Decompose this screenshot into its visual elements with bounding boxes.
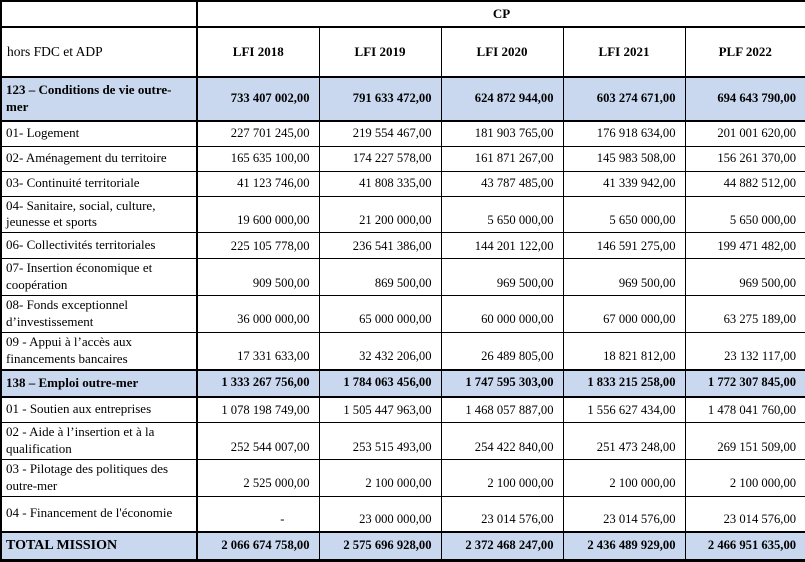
value-cell: 146 591 275,00 xyxy=(563,233,685,259)
row-label: 04- Sanitaire, social, culture, jeunesse et sports xyxy=(1,196,197,233)
value-cell: 156 261 370,00 xyxy=(685,146,805,171)
table-row-appui-financements xyxy=(1,332,805,369)
value-cell: 23 014 576,00 xyxy=(563,496,685,532)
value-cell: 36 000 000,00 xyxy=(197,296,319,333)
group-header-cp: CP xyxy=(197,1,805,27)
value-cell: 23 014 576,00 xyxy=(441,496,563,532)
value-cell: 252 544 007,00 xyxy=(197,423,319,460)
value-cell: 32 432 206,00 xyxy=(319,332,441,369)
value-cell: 1 333 267 756,00 xyxy=(197,370,319,397)
value-cell: 2 466 951 635,00 xyxy=(685,532,805,560)
value-cell: 2 575 696 928,00 xyxy=(319,532,441,560)
value-cell: 969 500,00 xyxy=(685,259,805,296)
value-cell: 17 331 633,00 xyxy=(197,332,319,369)
table-row-continuite xyxy=(1,171,805,196)
value-cell: 2 066 674 758,00 xyxy=(197,532,319,560)
value-cell: 41 808 335,00 xyxy=(319,171,441,196)
row-label: 138 – Emploi outre-mer xyxy=(1,370,197,397)
value-cell: 144 201 122,00 xyxy=(441,233,563,259)
value-cell: 41 339 942,00 xyxy=(563,171,685,196)
value-cell: 2 100 000,00 xyxy=(685,459,805,496)
value-cell: 23 000 000,00 xyxy=(319,496,441,532)
column-header-lfi-2018: LFI 2018 xyxy=(197,27,319,77)
section-row-138 xyxy=(1,370,805,397)
value-cell: 5 650 000,00 xyxy=(441,196,563,233)
column-header-plf-2022: PLF 2022 xyxy=(685,27,805,77)
column-header-lfi-2019: LFI 2019 xyxy=(319,27,441,77)
value-cell: 176 918 634,00 xyxy=(563,121,685,146)
value-cell: 253 515 493,00 xyxy=(319,423,441,460)
row-label: 09 - Appui à l’accès aux financements bancaires xyxy=(1,332,197,369)
row-label: 08- Fonds exceptionnel d’investissement xyxy=(1,296,197,333)
value-cell: 254 422 840,00 xyxy=(441,423,563,460)
value-cell: 63 275 189,00 xyxy=(685,296,805,333)
total-row xyxy=(1,532,805,560)
value-cell: 251 473 248,00 xyxy=(563,423,685,460)
row-label: 123 – Conditions de vie outre-mer xyxy=(1,77,197,121)
value-cell: 1 505 447 963,00 xyxy=(319,397,441,423)
value-cell: 2 372 468 247,00 xyxy=(441,532,563,560)
value-cell: 21 200 000,00 xyxy=(319,196,441,233)
table-row-soutien-entreprises xyxy=(1,397,805,423)
value-cell: 44 882 512,00 xyxy=(685,171,805,196)
value-cell: 41 123 746,00 xyxy=(197,171,319,196)
value-cell: 161 871 267,00 xyxy=(441,146,563,171)
table-row-insertion xyxy=(1,259,805,296)
value-cell: 1 468 057 887,00 xyxy=(441,397,563,423)
value-cell: 1 833 215 258,00 xyxy=(563,370,685,397)
table-row-sanitaire xyxy=(1,196,805,233)
column-header-lfi-2020: LFI 2020 xyxy=(441,27,563,77)
value-cell: 1 478 041 760,00 xyxy=(685,397,805,423)
value-cell: 18 821 812,00 xyxy=(563,332,685,369)
row-label: 02 - Aide à l’insertion et à la qualification xyxy=(1,423,197,460)
value-cell: 909 500,00 xyxy=(197,259,319,296)
value-cell: 1 784 063 456,00 xyxy=(319,370,441,397)
value-cell: 694 643 790,00 xyxy=(685,77,805,121)
value-cell: 225 105 778,00 xyxy=(197,233,319,259)
value-cell: 199 471 482,00 xyxy=(685,233,805,259)
value-cell: 2 100 000,00 xyxy=(441,459,563,496)
value-cell: 603 274 671,00 xyxy=(563,77,685,121)
row-label: 01- Logement xyxy=(1,121,197,146)
table-row-pilotage xyxy=(1,459,805,496)
value-cell: - xyxy=(197,496,319,532)
value-cell: 181 903 765,00 xyxy=(441,121,563,146)
value-cell: 219 554 467,00 xyxy=(319,121,441,146)
value-cell: 624 872 944,00 xyxy=(441,77,563,121)
value-cell: 2 525 000,00 xyxy=(197,459,319,496)
value-cell: 1 078 198 749,00 xyxy=(197,397,319,423)
value-cell: 1 772 307 845,00 xyxy=(685,370,805,397)
value-cell: 1 747 595 303,00 xyxy=(441,370,563,397)
value-cell: 969 500,00 xyxy=(441,259,563,296)
value-cell: 165 635 100,00 xyxy=(197,146,319,171)
row-label: 07- Insertion économique et coopération xyxy=(1,259,197,296)
section-row-123 xyxy=(1,77,805,121)
row-header-label: hors FDC et ADP xyxy=(1,27,197,77)
value-cell: 269 151 509,00 xyxy=(685,423,805,460)
value-cell: 5 650 000,00 xyxy=(685,196,805,233)
row-label: 03 - Pilotage des politiques des outre-mer xyxy=(1,459,197,496)
group-header-row xyxy=(1,1,805,27)
value-cell: 869 500,00 xyxy=(319,259,441,296)
value-cell: 19 600 000,00 xyxy=(197,196,319,233)
value-cell: 145 983 508,00 xyxy=(563,146,685,171)
value-cell: 201 001 620,00 xyxy=(685,121,805,146)
value-cell: 23 132 117,00 xyxy=(685,332,805,369)
value-cell: 26 489 805,00 xyxy=(441,332,563,369)
row-label: 02- Aménagement du territoire xyxy=(1,146,197,171)
value-cell: 2 436 489 929,00 xyxy=(563,532,685,560)
row-label: 03- Continuité territoriale xyxy=(1,171,197,196)
value-cell: 733 407 002,00 xyxy=(197,77,319,121)
column-header-lfi-2021: LFI 2021 xyxy=(563,27,685,77)
value-cell: 43 787 485,00 xyxy=(441,171,563,196)
value-cell: 969 500,00 xyxy=(563,259,685,296)
value-cell: 1 556 627 434,00 xyxy=(563,397,685,423)
table-row-logement xyxy=(1,121,805,146)
value-cell: 23 014 576,00 xyxy=(685,496,805,532)
value-cell: 227 701 245,00 xyxy=(197,121,319,146)
value-cell: 60 000 000,00 xyxy=(441,296,563,333)
column-header-row xyxy=(1,27,805,77)
value-cell: 65 000 000,00 xyxy=(319,296,441,333)
table-row-financement-economie xyxy=(1,496,805,532)
value-cell: 5 650 000,00 xyxy=(563,196,685,233)
table-row-collectivites xyxy=(1,233,805,259)
row-label: 04 - Financement de l'économie xyxy=(1,496,197,532)
value-cell: 174 227 578,00 xyxy=(319,146,441,171)
value-cell: 236 541 386,00 xyxy=(319,233,441,259)
corner-cell xyxy=(1,1,197,27)
table-row-fonds-exceptionnel xyxy=(1,296,805,333)
table-row-amenagement xyxy=(1,146,805,171)
value-cell: 2 100 000,00 xyxy=(563,459,685,496)
value-cell: 2 100 000,00 xyxy=(319,459,441,496)
row-label: 01 - Soutien aux entreprises xyxy=(1,397,197,423)
row-label: 06- Collectivités territoriales xyxy=(1,233,197,259)
table-row-aide-insertion xyxy=(1,423,805,460)
value-cell: 791 633 472,00 xyxy=(319,77,441,121)
value-cell: 67 000 000,00 xyxy=(563,296,685,333)
total-label: TOTAL MISSION xyxy=(1,532,197,560)
